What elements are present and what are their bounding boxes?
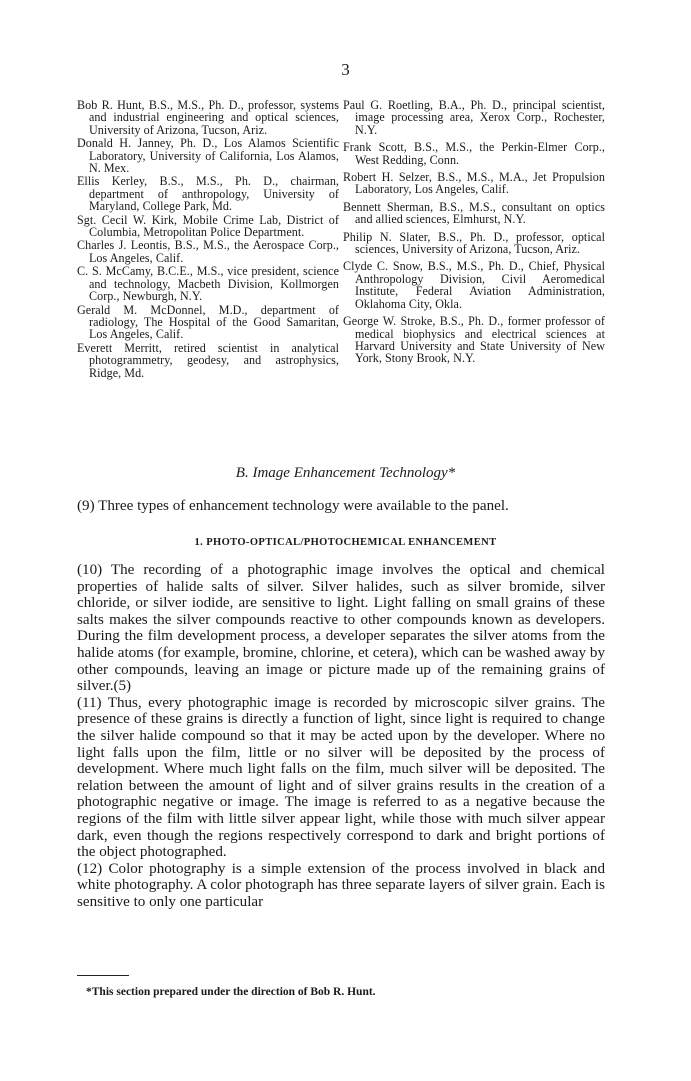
- roster-entry: Philip N. Slater, B.S., Ph. D., professor, optical sciences, University of Arizona, Tucson, Ariz.: [343, 229, 605, 257]
- roster-entry: Paul G. Roetling, B.A., Ph. D., principal scientist, image processing area, Xerox Corp., Rochester, N.Y.: [343, 98, 605, 137]
- subheading: 1. PHOTO-OPTICAL/PHOTOCHEMICAL ENHANCEMENT: [194, 537, 497, 548]
- footnote-divider: [77, 975, 129, 976]
- roster-entry: Everett Merritt, retired scientist in analytical photogrammetry, geodesy, and astrophysics, Ridge, Md.: [77, 340, 339, 380]
- roster-column-left: [77, 99, 339, 380]
- roster-entry: Frank Scott, B.S., M.S., the Perkin-Elmer Corp., West Redding, Conn.: [343, 140, 605, 167]
- roster-entry: Ellis Kerley, B.S., M.S., Ph. D., chairman, department of anthropology, University of Maryland, College Park, Md.: [77, 174, 339, 214]
- page-number: 3: [341, 60, 350, 79]
- paragraph-9: (9) Three types of enhancement technology were available to the panel.: [77, 498, 509, 514]
- roster-entry: Charles J. Leontis, B.S., M.S., the Aerospace Corp., Los Angeles, Calif.: [77, 238, 339, 265]
- paragraph-12: (12) Color photography is a simple extension of the process involved in black and white photography. A color photograph has three separate layers of silver grain. Each is sensitive to only one particular: [77, 860, 605, 910]
- roster-entry: Robert H. Selzer, B.S., M.S., M.A., Jet Propulsion Laboratory, Los Angeles, Calif.: [343, 170, 605, 197]
- body-paragraphs: [77, 562, 605, 910]
- roster-entry: Sgt. Cecil W. Kirk, Mobile Crime Lab, District of Columbia, Metropolitan Police Department.: [77, 212, 339, 240]
- footnote: *This section prepared under the direction of Bob R. Hunt.: [86, 986, 376, 998]
- paragraph-10: (10) The recording of a photographic image involves the optical and chemical properties of halide salts of silver. Silver halides, such as silver bromide, silver chloride, or silver iodide, are sensitive to light. Light falling on small grains of these salts makes the silver compounds reactive to other compounds known as developers. During the film development process, a developer separates the silver atoms from the halide atoms (for example, bromine, chlorine, et cetera), which can be washed away by other compounds, leaving an image or picture made up of the remaining grains of silver.(5): [77, 562, 605, 695]
- panel-roster: [77, 99, 605, 380]
- roster-entry: Donald H. Janney, Ph. D., Los Alamos Scientific Laboratory, University of California, Los Alamos, N. Mex.: [77, 136, 339, 176]
- paragraph-11: (11) Thus, every photographic image is recorded by microscopic silver grains. The presence of these grains is directly a function of light, since light is required to change the silver halide compound so that it may be acted upon by the developer. Where no light falls upon the film, little or no silver will be deposited by the process of development. Where much light falls on the film, much silver will be deposited. The relation between the amount of light and of silver grains results in the creation of a photographic negative or image. The image is referred to as a negative because the regions of the film with little silver appear light, while those with much silver appear dark, even though the regions respectively correspond to dark and bright portions of the object photographed.: [77, 694, 605, 861]
- roster-entry: Bennett Sherman, B.S., M.S., consultant on optics and allied sciences, Elmhurst, N.Y.: [343, 199, 605, 227]
- roster-entry: C. S. McCamy, B.C.E., M.S., vice president, science and technology, Macbeth Division, Kollmorgen Corp., Newburgh, N.Y.: [77, 264, 339, 304]
- roster-entry: Gerald M. McDonnel, M.D., department of radiology, The Hospital of the Good Samaritan, Los Angeles, Calif.: [77, 302, 339, 342]
- section-title: B. Image Enhancement Technology*: [235, 465, 456, 481]
- roster-entry: Bob R. Hunt, B.S., M.S., Ph. D., professor, systems and industrial engineering and optical sciences, University of Arizona, Tucson, Ariz.: [77, 98, 339, 137]
- roster-entry: Clyde C. Snow, B.S., M.S., Ph. D., Chief, Physical Anthropology Division, Civil Aeromedical Institute, Federal Aviation Administration, Oklahoma City, Okla.: [343, 259, 605, 311]
- roster-entry: George W. Stroke, B.S., Ph. D., former professor of medical biophysics and electrical sciences at Harvard University and State University of New York, Stony Brook, N.Y.: [343, 314, 605, 366]
- roster-column-right: [343, 99, 605, 380]
